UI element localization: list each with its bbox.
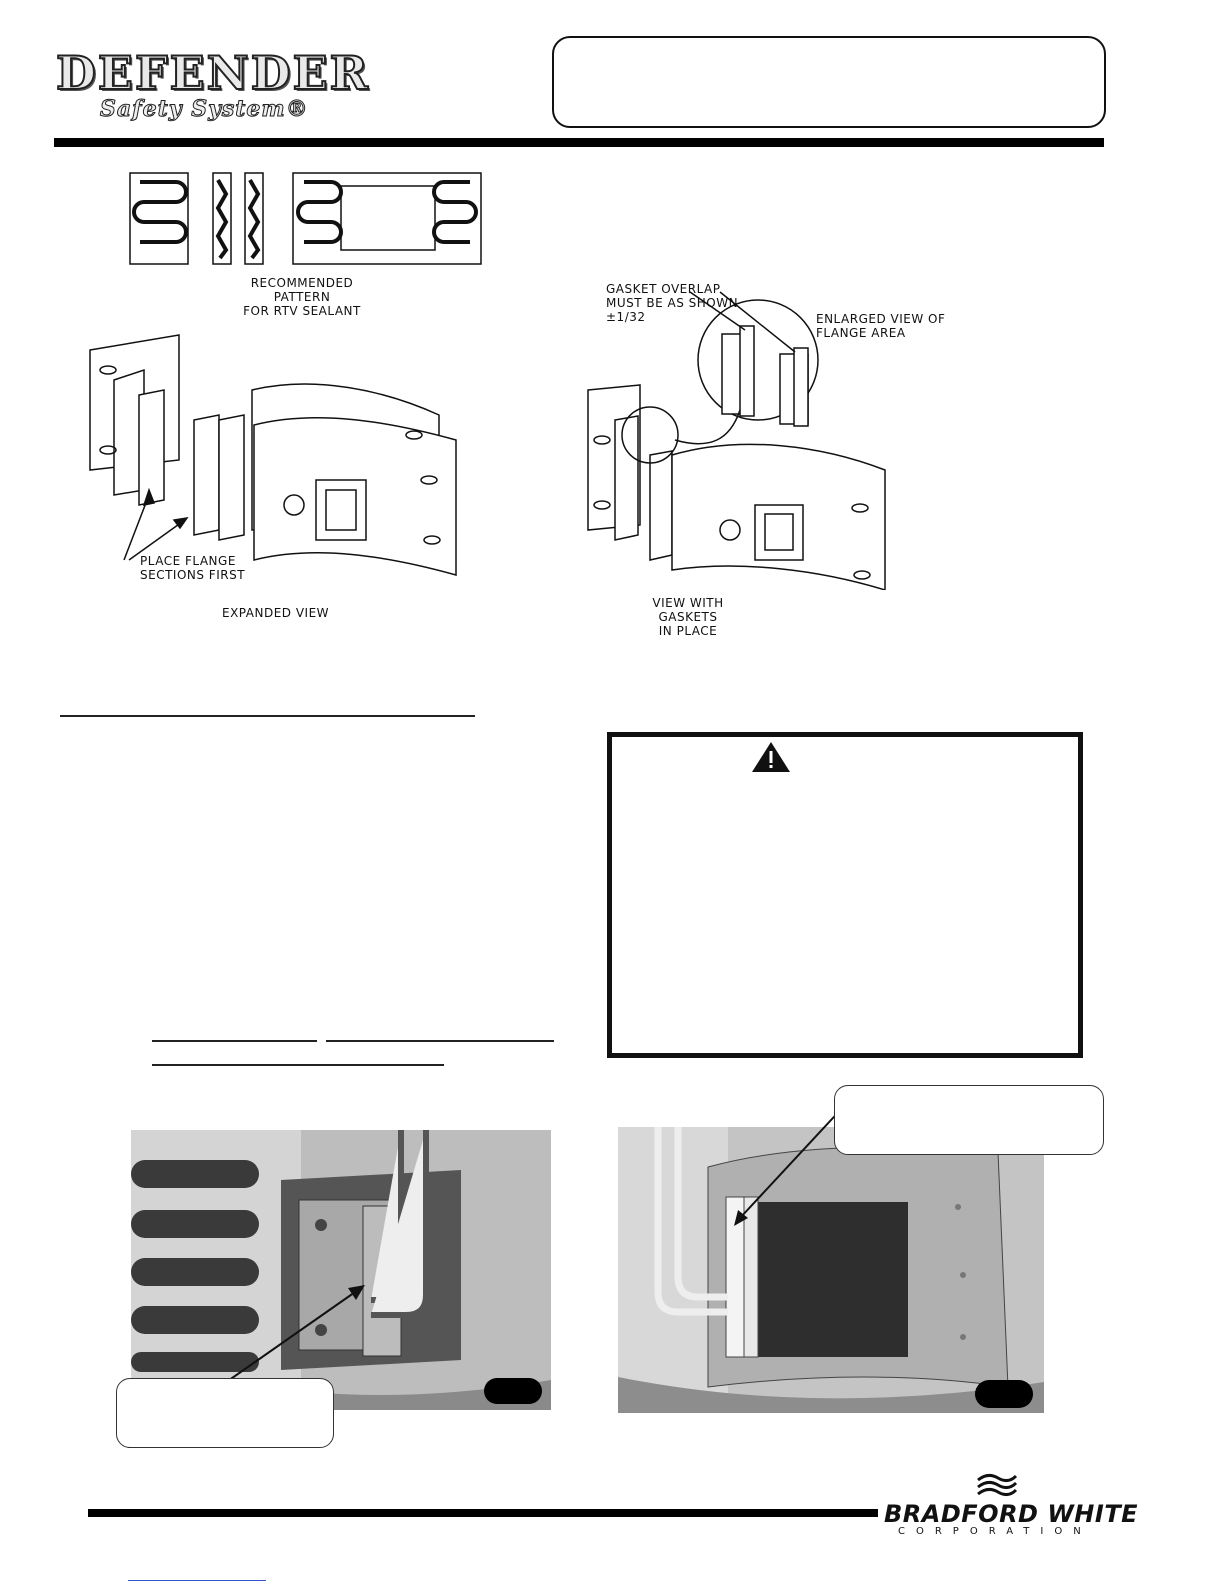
photo2-figure-badge bbox=[975, 1380, 1033, 1408]
text-underline bbox=[152, 1064, 444, 1066]
pattern-caption bbox=[222, 276, 382, 318]
text-underline bbox=[152, 1040, 317, 1042]
title-box bbox=[552, 36, 1106, 128]
text-underline bbox=[326, 1040, 554, 1042]
enlarged-view-line2: FLANGE AREA bbox=[816, 326, 906, 340]
enlarged-view-note bbox=[816, 312, 945, 340]
pattern-caption-line2: FOR RTV SEALANT bbox=[243, 304, 361, 318]
footer-link-underline[interactable] bbox=[128, 1580, 266, 1581]
gaskets-caption-line1: VIEW WITH GASKETS bbox=[652, 596, 724, 624]
callout1-pointer-arrow bbox=[220, 1280, 370, 1390]
section-heading-underline bbox=[60, 715, 475, 717]
photo1-figure-badge bbox=[484, 1378, 542, 1404]
defender-logo-subtitle: Safety System® bbox=[100, 96, 309, 122]
callout2-pointer-arrow bbox=[720, 1100, 850, 1235]
gasket-overlap-line1: GASKET OVERLAP bbox=[606, 282, 721, 296]
gasket-overlap-note bbox=[606, 282, 738, 324]
warning-box bbox=[608, 733, 1082, 1057]
warning-triangle-icon bbox=[750, 740, 792, 774]
gaskets-caption-line2: IN PLACE bbox=[658, 624, 718, 638]
flange-note-line1: PLACE FLANGE bbox=[140, 554, 236, 568]
expanded-view-diagram bbox=[84, 330, 464, 580]
footer-rule bbox=[88, 1509, 878, 1517]
bradford-white-corporation: CORPORATION bbox=[898, 1526, 1092, 1537]
defender-logo: DEFENDER bbox=[56, 46, 370, 100]
rtv-sealant-pattern-diagram bbox=[126, 170, 486, 268]
bradford-white-logo: BRADFORD WHITE bbox=[884, 1500, 1139, 1528]
expanded-view-caption: EXPANDED VIEW bbox=[222, 606, 330, 620]
gasket-overlap-line2: MUST BE AS SHOWN bbox=[606, 296, 739, 310]
gasket-overlap-line3: ±1/32 bbox=[606, 310, 646, 324]
header-rule bbox=[54, 138, 1104, 147]
enlarged-view-line1: ENLARGED VIEW OF bbox=[816, 312, 946, 326]
pattern-caption-line1: RECOMMENDED PATTERN bbox=[250, 276, 354, 304]
flange-note-line2: SECTIONS FIRST bbox=[140, 568, 246, 582]
photo1-callout bbox=[116, 1378, 334, 1448]
photo2-callout bbox=[834, 1085, 1104, 1155]
gaskets-view-caption bbox=[628, 596, 748, 638]
bradford-white-flag-icon bbox=[974, 1470, 1020, 1500]
flange-note bbox=[140, 554, 245, 582]
